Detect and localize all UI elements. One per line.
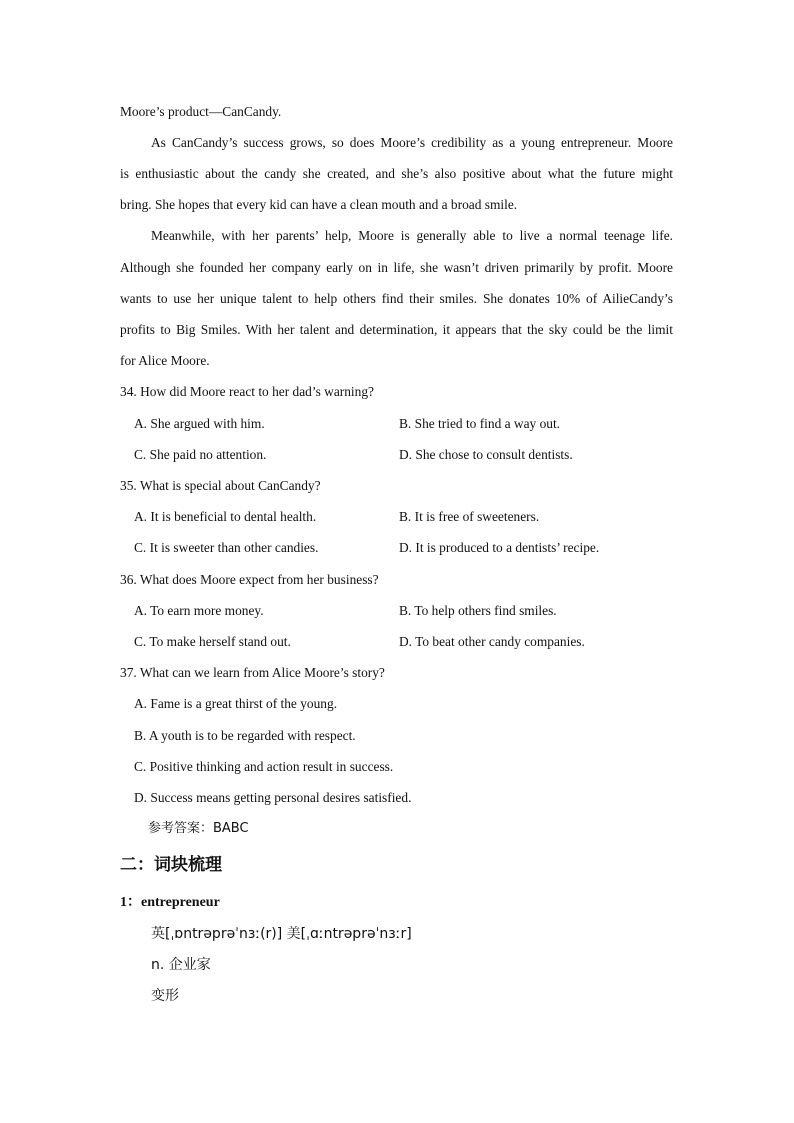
question-stem: 37. What can we learn from Alice Moore’s story? bbox=[120, 665, 385, 680]
passage-line: Although she founded her company early on in life, she wasn’t driven primarily by profit. Moore bbox=[120, 260, 673, 275]
answer-option: A. Fame is a great thirst of the young. bbox=[134, 696, 338, 711]
answer-option: A. She argued with him. bbox=[134, 416, 265, 431]
question-stem: 34. How did Moore react to her dad’s warning? bbox=[120, 384, 374, 399]
vocab-phonetic: 英[ˌɒntrəprəˈnɜː(r)] 美[ˌɑːntrəprəˈnɜːr] bbox=[151, 926, 412, 942]
answer-option: A. It is beneficial to dental health. bbox=[134, 509, 317, 524]
passage-line: is enthusiastic about the candy she created, and she’s also positive about what the future might bbox=[120, 166, 673, 181]
answer-option: B. She tried to find a way out. bbox=[399, 416, 561, 431]
section-heading: 二：词块梳理 bbox=[120, 855, 222, 875]
answer-option: A. To earn more money. bbox=[134, 603, 264, 618]
vocab-title: 1：entrepreneur bbox=[120, 895, 220, 910]
passage-line: for Alice Moore. bbox=[120, 353, 210, 368]
passage-line: wants to use her unique talent to help others find their smiles. She donates 10% of AilieCandy’s bbox=[120, 291, 673, 306]
answer-key: 参考答案：BABC bbox=[148, 821, 249, 836]
answer-option: D. Success means getting personal desires satisfied. bbox=[134, 790, 412, 805]
vocab-forms-label: 变形 bbox=[151, 988, 179, 1004]
passage-line: Moore’s product—CanCandy. bbox=[120, 104, 282, 119]
answer-option: C. She paid no attention. bbox=[134, 447, 267, 462]
answer-option: D. To beat other candy companies. bbox=[399, 634, 585, 649]
passage-line: bring. She hopes that every kid can have a clean mouth and a broad smile. bbox=[120, 197, 518, 212]
passage-line: As CanCandy’s success grows, so does Moore’s credibility as a young entrepreneur. Moore bbox=[151, 135, 673, 150]
passage-line: profits to Big Smiles. With her talent and determination, it appears that the sky could be the limit bbox=[120, 322, 673, 337]
answer-option: D. She chose to consult dentists. bbox=[399, 447, 573, 462]
answer-option: C. To make herself stand out. bbox=[134, 634, 291, 649]
vocab-part-of-speech: n. 企业家 bbox=[151, 957, 211, 973]
answer-option: D. It is produced to a dentists’ recipe. bbox=[399, 540, 600, 555]
passage-line: Meanwhile, with her parents’ help, Moore is generally able to live a normal teenage life. bbox=[151, 228, 673, 243]
answer-option: B. To help others find smiles. bbox=[399, 603, 557, 618]
answer-option: C. It is sweeter than other candies. bbox=[134, 540, 319, 555]
question-stem: 36. What does Moore expect from her business? bbox=[120, 572, 379, 587]
answer-option: B. It is free of sweeteners. bbox=[399, 509, 540, 524]
question-stem: 35. What is special about CanCandy? bbox=[120, 478, 321, 493]
answer-option: B. A youth is to be regarded with respect. bbox=[134, 728, 356, 743]
answer-option: C. Positive thinking and action result in success. bbox=[134, 759, 394, 774]
